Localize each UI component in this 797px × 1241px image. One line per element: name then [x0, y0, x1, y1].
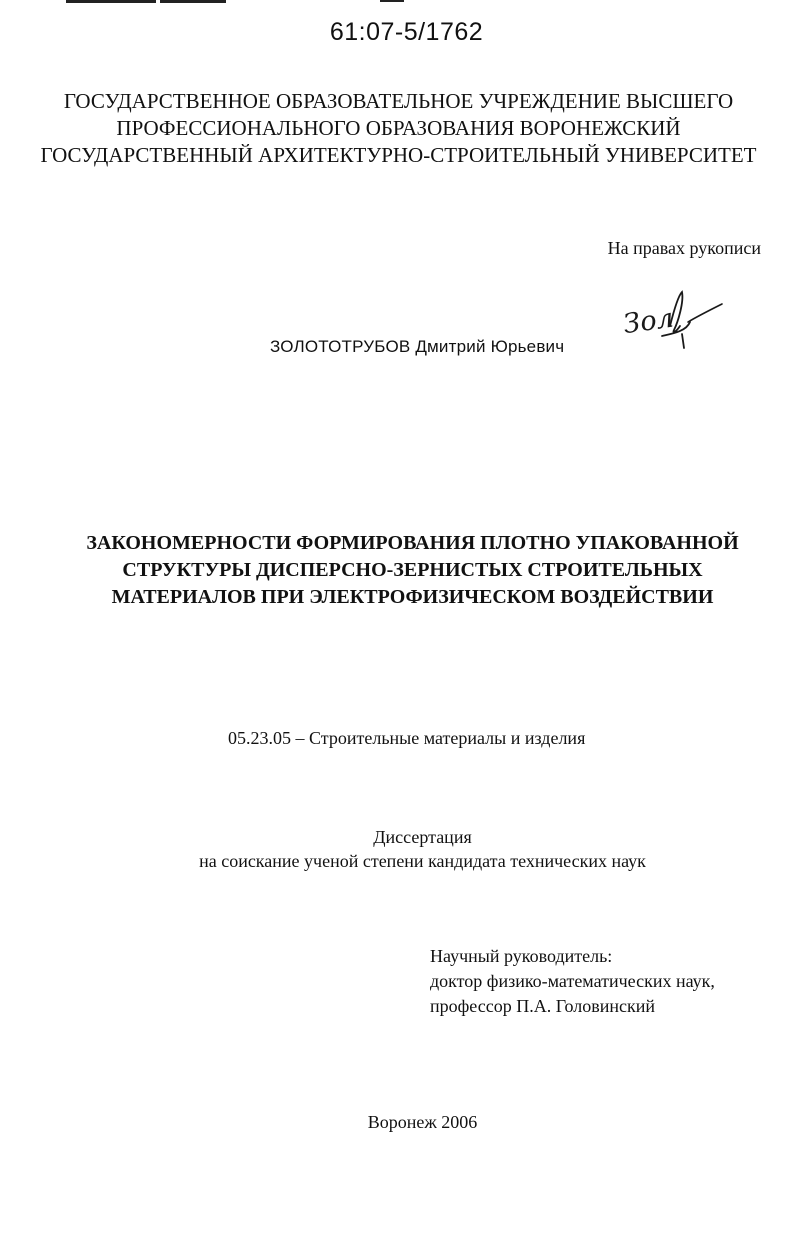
catalog-code: 61:07-5/1762 [329, 18, 484, 46]
author-name: ЗОЛОТОТРУБОВ Дмитрий Юрьевич [270, 337, 565, 356]
institution-line: ПРОФЕССИОНАЛЬНОГО ОБРАЗОВАНИЯ ВОРОНЕЖСКИЙ [116, 116, 681, 140]
supervisor-block [430, 944, 715, 1019]
institution-name [0, 88, 797, 169]
supervisor-label: Научный руководитель: [430, 946, 613, 966]
dissertation-info [0, 825, 797, 873]
rights-note: На правах рукописи [607, 238, 761, 258]
title-line: МАТЕРИАЛОВ ПРИ ЭЛЕКТРОФИЗИЧЕСКОМ ВОЗДЕЙСТВИИ [111, 586, 714, 608]
scan-artifact [66, 0, 156, 3]
signature-text: Зол [621, 302, 676, 341]
supervisor-name: профессор П.А. Головинский [430, 996, 656, 1016]
title-line: СТРУКТУРЫ ДИСПЕРСНО-ЗЕРНИСТЫХ СТРОИТЕЛЬНЫХ [122, 559, 703, 581]
title-line: ЗАКОНОМЕРНОСТИ ФОРМИРОВАНИЯ ПЛОТНО УПАКОВАННОЙ [86, 532, 739, 554]
institution-line: ГОСУДАРСТВЕННОЕ ОБРАЗОВАТЕЛЬНОЕ УЧРЕЖДЕНИЕ ВЫСШЕГО [63, 89, 734, 113]
author-signature [618, 282, 728, 354]
dissertation-degree: на соискание ученой степени кандидата технических наук [199, 851, 646, 871]
specialty-code: 05.23.05 – Строительные материалы и изделия [228, 728, 586, 748]
scan-artifact [380, 0, 404, 2]
city-year: Воронеж 2006 [367, 1112, 478, 1132]
supervisor-degree: доктор физико-математических наук, [430, 971, 715, 991]
dissertation-title [0, 530, 797, 611]
scan-artifact [160, 0, 226, 3]
dissertation-type: Диссертация [373, 827, 472, 847]
institution-line: ГОСУДАРСТВЕННЫЙ АРХИТЕКТУРНО-СТРОИТЕЛЬНЫЙ УНИВЕРСИТЕТ [40, 143, 757, 167]
